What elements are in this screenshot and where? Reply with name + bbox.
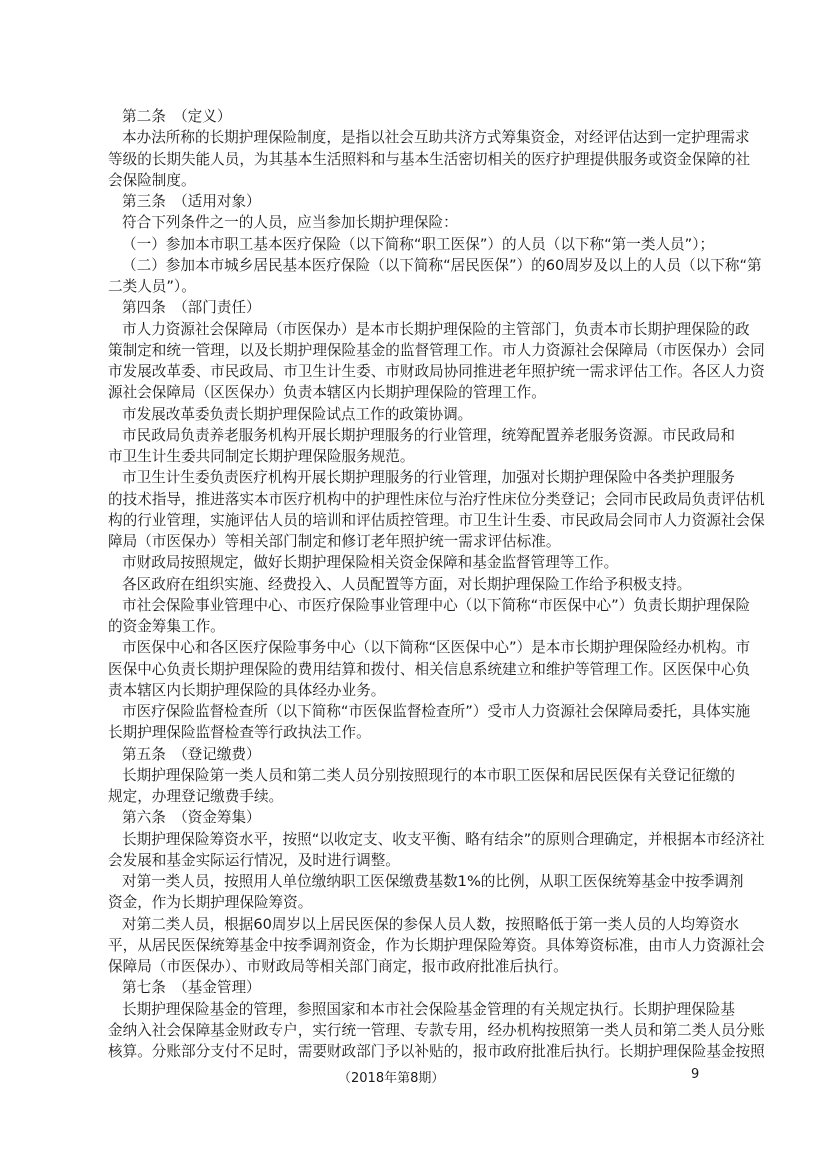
paragraph bbox=[108, 637, 751, 701]
text-line: 第七条 （基金管理） bbox=[122, 979, 261, 997]
text-line: 市社会保险事业管理中心、市医疗保险事业管理中心（以下简称“市医保中心”）负责长期护理保险 bbox=[122, 596, 751, 614]
text-line: 规定，办理登记缴费手续。 bbox=[108, 788, 284, 805]
text-line: 符合下列条件之一的人员，应当参加长期护理保险： bbox=[122, 214, 458, 232]
text-line: 市发展改革委负责长期护理保险试点工作的政策协调。 bbox=[122, 405, 473, 423]
paragraph bbox=[108, 574, 706, 595]
issue-label: （2018年第8期） bbox=[338, 1071, 445, 1086]
paragraph bbox=[108, 319, 765, 404]
text-line: 市卫生计生委共同制定长期护理保险服务规范。 bbox=[108, 448, 415, 465]
text-line: 市医保中心和各区医疗保险事务中心（以下简称“区医保中心”）是本市长期护理保险经办机构。市 bbox=[122, 639, 751, 657]
text-line: 会保险制度。 bbox=[108, 171, 196, 189]
paragraph bbox=[108, 404, 706, 425]
text-line: 对第二类人员，根据60周岁以上居民医保的参保人员人数，按照略低于第一类人员的人均筹资水 bbox=[122, 915, 739, 933]
text-line: 第四条 （部门责任） bbox=[122, 299, 261, 317]
text-line: （二）参加本市城乡居民基本医疗保险（以下简称“居民医保”）的60周岁及以上的人员（以下称“第 bbox=[122, 256, 762, 274]
paragraph bbox=[108, 552, 706, 573]
document-body bbox=[108, 106, 765, 1062]
text-line: 市发展改革委、市民政局、市卫生计生委、市财政局协同推进老年照护统一需求评估工作。各区人力资 bbox=[108, 363, 765, 380]
text-line: 市民政局负责养老服务机构开展长期护理服务的行业管理，统筹配置养老服务资源。市民政局和 bbox=[122, 426, 735, 444]
text-line: 策制定和统一管理，以及长期护理保险基金的监督管理工作。市人力资源社会保障局（市医保办）会同 bbox=[108, 341, 765, 359]
text-line: 构的行业管理，实施评估人员的培训和评估质控管理。市卫生计生委、市民政局会同市人力资源社会保 bbox=[108, 511, 765, 529]
text-line: 本办法所称的长期护理保险制度，是指以社会互助共济方式筹集资金，对经评估达到一定护理需求 bbox=[122, 129, 750, 147]
paragraph bbox=[108, 425, 735, 468]
paragraph bbox=[108, 701, 751, 744]
paragraph bbox=[108, 595, 751, 638]
text-line: 市医疗保险监督检查所（以下简称“市医保监督检查所”）受市人力资源社会保障局委托，具体实施 bbox=[122, 703, 751, 720]
text-line: 长期护理保险第一类人员和第二类人员分别按照现行的本市职工医保和居民医保有关登记征缴的 bbox=[122, 766, 735, 784]
text-line: 责本辖区内长期护理保险的具体经办业务。 bbox=[108, 681, 386, 699]
text-line: 源社会保障局（区医保办）负责本辖区内长期护理保险的管理工作。 bbox=[108, 384, 546, 402]
text-line: 保障局（市医保办）、市财政局等相关部门商定，报市政府批准后执行。 bbox=[108, 958, 568, 975]
article-heading bbox=[108, 807, 706, 828]
paragraph bbox=[108, 871, 744, 914]
text-line: 第六条 （资金筹集） bbox=[122, 809, 261, 827]
article-heading bbox=[108, 106, 706, 127]
text-line: 市人力资源社会保障局（市医保办）是本市长期护理保险的主管部门，负责本市长期护理保险的政 bbox=[122, 320, 750, 338]
text-line: 第二条 （定义） bbox=[122, 108, 232, 125]
text-line: 金纳入社会保障基金财政专户，实行统一管理、专款专用，经办机构按照第一类人员和第二类人员分账 bbox=[108, 1021, 765, 1039]
paragraph bbox=[108, 999, 765, 1063]
page-number: 9 bbox=[691, 1067, 700, 1082]
text-line: 会发展和基金实际运行情况，及时进行调整。 bbox=[108, 851, 400, 869]
paragraph bbox=[108, 255, 762, 298]
text-line: 长期护理保险监督检查等行政执法工作。 bbox=[108, 724, 371, 742]
text-line: 的资金筹集工作。 bbox=[108, 618, 225, 635]
article-heading bbox=[108, 297, 706, 318]
text-line: 长期护理保险基金的管理，参照国家和本市社会保险基金管理的有关规定执行。长期护理保险基 bbox=[122, 1000, 735, 1018]
text-line: 长期护理保险筹资水平，按照“以收定支、收支平衡、略有结余”的原则合理确定，并根据本市经济社 bbox=[122, 830, 765, 848]
text-line: 市卫生计生委负责医疗机构开展长期护理服务的行业管理，加强对长期护理保险中各类护理服务 bbox=[122, 469, 735, 487]
paragraph bbox=[108, 914, 765, 978]
text-line: 的技术指导，推进落实本市医疗机构中的护理性床位与治疗性床位分类登记；会同市民政局负责评估机 bbox=[108, 490, 765, 508]
article-heading bbox=[108, 977, 706, 998]
text-line: （一）参加本市职工基本医疗保险（以下简称“职工医保”）的人员（以下称“第一类人员”）； bbox=[122, 235, 715, 253]
text-line: 市财政局按照规定，做好长期护理保险相关资金保障和基金监督管理等工作。 bbox=[122, 554, 619, 572]
text-line: 医保中心负责长期护理保险的费用结算和拨付、相关信息系统建立和维护等管理工作。区医保中心负 bbox=[108, 660, 751, 678]
page-footer bbox=[0, 1067, 827, 1087]
paragraph bbox=[108, 829, 765, 872]
article-heading bbox=[108, 191, 706, 212]
text-line: 对第一类人员，按照用人单位缴纳职工医保缴费基数1%的比例，从职工医保统筹基金中按季调剂 bbox=[122, 873, 744, 890]
text-line: 障局（市医保办）等相关部门制定和修订老年照护统一需求评估标准。 bbox=[108, 533, 561, 550]
paragraph bbox=[108, 467, 765, 552]
paragraph bbox=[108, 212, 706, 233]
paragraph bbox=[108, 234, 715, 255]
article-heading bbox=[108, 744, 706, 765]
text-line: 二类人员”）。 bbox=[108, 278, 196, 295]
text-line: 平，从居民医保统筹基金中按季调剂资金，作为长期护理保险筹资。具体筹资标准，由市人力资源社会 bbox=[108, 936, 765, 954]
text-line: 第五条 （登记缴费） bbox=[122, 745, 261, 763]
text-line: 核算。分账部分支付不足时，需要财政部门予以补贴的，报市政府批准后执行。长期护理保险基金按照 bbox=[108, 1043, 765, 1060]
text-line: 资金，作为长期护理保险筹资。 bbox=[108, 894, 313, 912]
paragraph bbox=[108, 127, 751, 191]
text-line: 第三条 （适用对象） bbox=[122, 193, 261, 210]
text-line: 各区政府在组织实施、经费投入、人员配置等方面，对长期护理保险工作给予积极支持。 bbox=[122, 575, 692, 593]
text-line: 等级的长期失能人员，为其基本生活照料和与基本生活密切相关的医疗护理提供服务或资金保障的社 bbox=[108, 150, 751, 168]
paragraph bbox=[108, 765, 735, 808]
